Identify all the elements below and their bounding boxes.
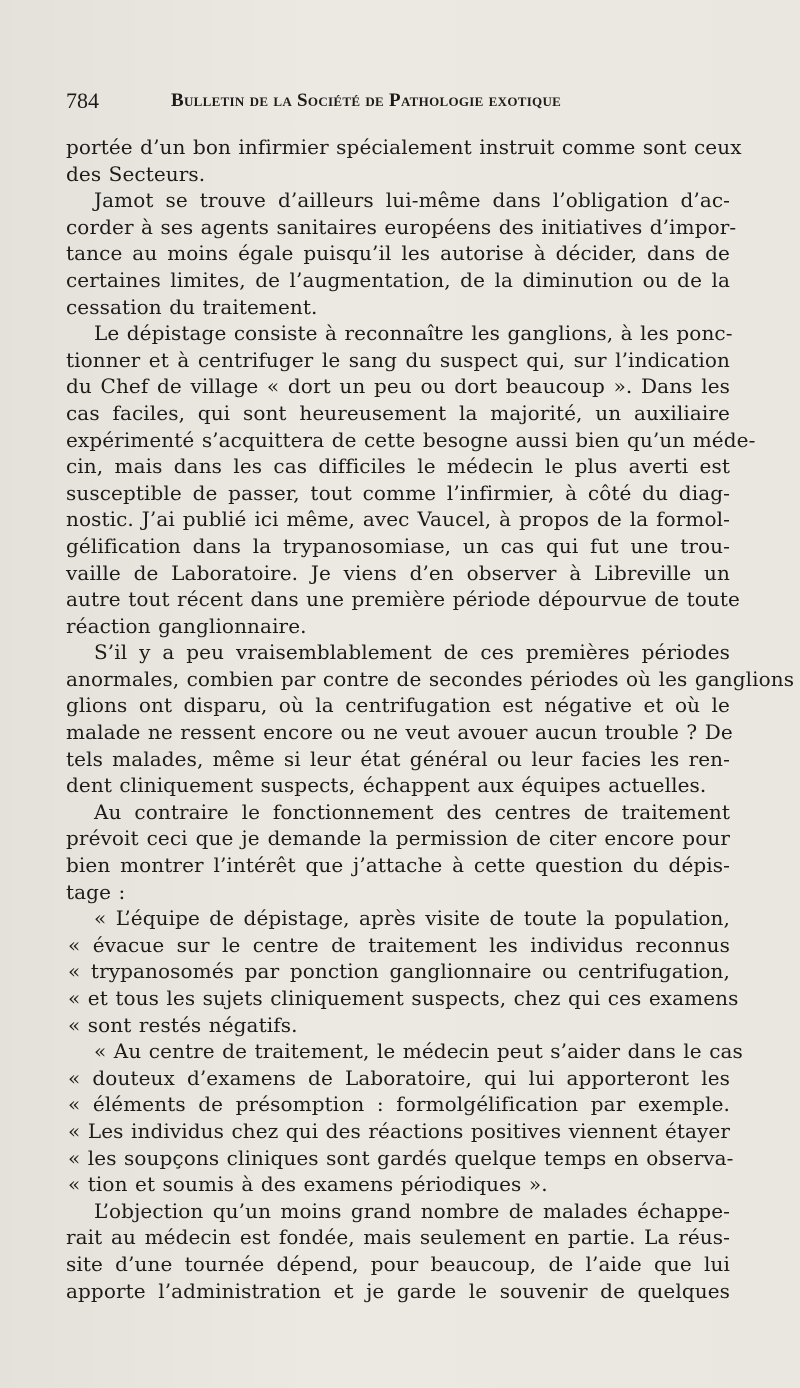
text-line: « et tous les sujets cliniquement suspects, chez qui ces examens xyxy=(68,986,739,1010)
text-line: certaines limites, de l’augmentation, de la diminution ou de la xyxy=(66,267,730,292)
text-line: glions ont disparu, où la centrifugation est négative et où le xyxy=(66,693,730,718)
text-line: site d’une tournée dépend, pour beaucoup, de l’aide que lui xyxy=(66,1251,730,1276)
text-line: bien montrer l’intérêt que j’attache à cette question du dépis- xyxy=(66,853,730,878)
text-line: tels malades, même si leur état général ou leur facies les ren- xyxy=(66,746,730,771)
text-line: Le dépistage consiste à reconnaître les ganglions, à les ponc- xyxy=(94,321,733,346)
running-title: Bulletin de la Société de Pathologie exotique xyxy=(171,90,562,111)
body-text xyxy=(66,134,795,1304)
text-line: rait au médecin est fondée, mais seulement en partie. La réus- xyxy=(66,1225,730,1250)
text-line: autre tout récent dans une première période dépourvue de toute xyxy=(66,587,740,612)
text-line: tionner et à centrifuger le sang du suspect qui, sur l’indication xyxy=(66,347,730,372)
text-line: « Les individus chez qui des réactions positives viennent étayer xyxy=(68,1118,730,1143)
text-line: corder à ses agents sanitaires européens des initiatives d’impor- xyxy=(66,214,737,239)
text-line: du Chef de village « dort un peu ou dort beaucoup ». Dans les xyxy=(66,374,730,399)
text-line: « Au centre de traitement, le médecin peut s’aider dans le cas xyxy=(94,1039,743,1064)
text-line: gélification dans la trypanosomiase, un cas qui fut une trou- xyxy=(66,533,730,558)
text-line: apporte l’administration et je garde le souvenir de quelques xyxy=(66,1278,730,1303)
text-line: « L’équipe de dépistage, après visite de toute la population, xyxy=(94,906,730,931)
text-line: « tion et soumis à des examens périodiques ». xyxy=(68,1172,548,1197)
text-line: malade ne ressent encore ou ne veut avouer aucun trouble ? De xyxy=(66,720,733,745)
text-line: des Secteurs. xyxy=(66,161,206,186)
text-line: cas faciles, qui sont heureusement la majorité, un auxiliaire xyxy=(66,400,730,425)
text-line: réaction ganglionnaire. xyxy=(66,613,307,638)
text-line: tance au moins égale puisqu’il les autorise à décider, dans de xyxy=(66,241,730,266)
text-line: « les soupçons cliniques sont gardés quelque temps en observa- xyxy=(68,1145,734,1170)
text-line: Au contraire le fonctionnement des centres de traitement xyxy=(94,799,730,824)
text-line: prévoit ceci que je demande la permission de citer encore pour xyxy=(66,826,730,851)
text-line: dent cliniquement suspects, échappent aux équipes actuelles. xyxy=(66,773,707,798)
page-number: 784 xyxy=(66,88,99,113)
text-line: S’il y a peu vraisemblablement de ces premières périodes xyxy=(94,640,730,665)
text-line: « évacue sur le centre de traitement les individus reconnus xyxy=(68,932,730,957)
page-header xyxy=(66,88,726,118)
text-line: tage : xyxy=(66,879,126,904)
text-line: nostic. J’ai publié ici même, avec Vaucel, à propos de la formol- xyxy=(66,507,730,532)
text-line: « éléments de présomption : formolgélification par exemple. xyxy=(68,1092,730,1117)
text-line: expérimenté s’acquittera de cette besogne aussi bien qu’un méde- xyxy=(66,427,756,452)
text-line: portée d’un bon infirmier spécialement instruit comme sont ceux xyxy=(66,135,742,159)
text-line: « trypanosomés par ponction ganglionnaire ou centrifugation, xyxy=(68,959,730,984)
text-line: cin, mais dans les cas difficiles le médecin le plus averti est xyxy=(66,454,730,479)
text-line: Jamot se trouve d’ailleurs lui-même dans l’obligation d’ac- xyxy=(94,188,730,213)
text-line: susceptible de passer, tout comme l’infirmier, à côté du diag- xyxy=(66,480,730,505)
text-line: anormales, combien par contre de secondes périodes où les ganglions xyxy=(66,666,795,691)
text-line: « sont restés négatifs. xyxy=(68,1012,298,1037)
text-line: cessation du traitement. xyxy=(66,294,318,319)
text-line: L’objection qu’un moins grand nombre de malades échappe- xyxy=(94,1198,730,1223)
text-line: vaille de Laboratoire. Je viens d’en observer à Libreville un xyxy=(66,560,730,585)
text-line: « douteux d’examens de Laboratoire, qui lui apporteront les xyxy=(68,1065,730,1090)
